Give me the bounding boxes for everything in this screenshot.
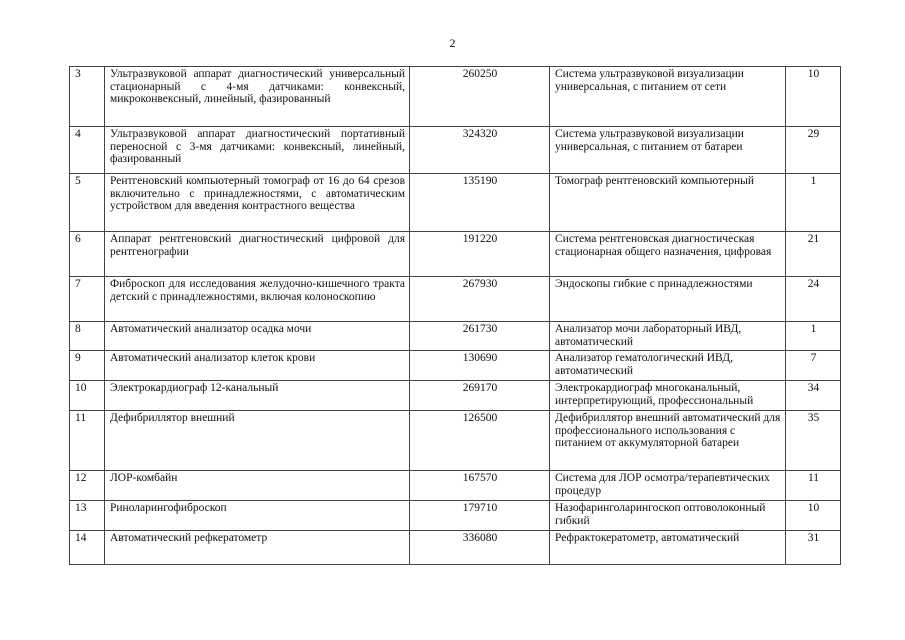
row-number: 7 (70, 277, 105, 322)
equipment-type: Дефибриллятор внешний автоматический для профессионального использования с питанием от аккумуляторной батареи (550, 411, 786, 471)
equipment-type: Томограф рентгеновский компьютерный (550, 174, 786, 232)
table-row (70, 531, 841, 565)
quantity: 29 (786, 127, 841, 174)
nomenclature-code: 135190 (410, 174, 550, 232)
row-number: 8 (70, 322, 105, 351)
table-row (70, 381, 841, 411)
quantity: 35 (786, 411, 841, 471)
row-number: 4 (70, 127, 105, 174)
table-row (70, 351, 841, 381)
nomenclature-code: 267930 (410, 277, 550, 322)
equipment-name: Электрокардиограф 12-канальный (105, 381, 410, 411)
equipment-type: Система ультразвуковой визуализации универсальная, с питанием от сети (550, 67, 786, 127)
quantity: 21 (786, 232, 841, 277)
equipment-name: Дефибриллятор внешний (105, 411, 410, 471)
row-number: 6 (70, 232, 105, 277)
row-number: 13 (70, 501, 105, 531)
nomenclature-code: 260250 (410, 67, 550, 127)
row-number: 5 (70, 174, 105, 232)
table-row (70, 174, 841, 232)
equipment-name: Автоматический рефкератометр (105, 531, 410, 565)
equipment-type: Назофаринголарингоскоп оптоволоконный гибкий (550, 501, 786, 531)
table-row (70, 67, 841, 127)
table-row (70, 277, 841, 322)
equipment-name: Аппарат рентгеновский диагностический цифровой для рентгенографии (105, 232, 410, 277)
table-row (70, 411, 841, 471)
table-row (70, 127, 841, 174)
row-number: 3 (70, 67, 105, 127)
quantity: 10 (786, 501, 841, 531)
page-number: 2 (449, 36, 456, 50)
equipment-type: Система рентгеновская диагностическая стационарная общего назначения, цифровая (550, 232, 786, 277)
equipment-name: Ультразвуковой аппарат диагностический универсальный стационарный с 4-мя датчиками: конвексный, микроконвексный, линейный, фазированный (105, 67, 410, 127)
table-row (70, 501, 841, 531)
row-number: 9 (70, 351, 105, 381)
nomenclature-code: 130690 (410, 351, 550, 381)
equipment-name: Рентгеновский компьютерный томограф от 16 до 64 срезов включительно с принадлежностями, с автоматическим устройством для введения контрастного вещества (105, 174, 410, 232)
quantity: 34 (786, 381, 841, 411)
equipment-type: Эндоскопы гибкие с принадлежностями (550, 277, 786, 322)
quantity: 31 (786, 531, 841, 565)
quantity: 7 (786, 351, 841, 381)
equipment-type: Анализатор гематологический ИВД, автоматический (550, 351, 786, 381)
equipment-name: Риноларингофиброскоп (105, 501, 410, 531)
equipment-type: Электрокардиограф многоканальный, интерпретирующий, профессиональный (550, 381, 786, 411)
equipment-name: Автоматический анализатор осадка мочи (105, 322, 410, 351)
quantity: 11 (786, 471, 841, 501)
nomenclature-code: 336080 (410, 531, 550, 565)
row-number: 14 (70, 531, 105, 565)
nomenclature-code: 179710 (410, 501, 550, 531)
row-number: 12 (70, 471, 105, 501)
equipment-name: ЛОР-комбайн (105, 471, 410, 501)
nomenclature-code: 167570 (410, 471, 550, 501)
nomenclature-code: 261730 (410, 322, 550, 351)
nomenclature-code: 324320 (410, 127, 550, 174)
equipment-type: Рефрактокератометр, автоматический (550, 531, 786, 565)
quantity: 24 (786, 277, 841, 322)
quantity: 10 (786, 67, 841, 127)
quantity: 1 (786, 322, 841, 351)
table-row (70, 471, 841, 501)
nomenclature-code: 191220 (410, 232, 550, 277)
table-row (70, 232, 841, 277)
equipment-type: Анализатор мочи лабораторный ИВД, автоматический (550, 322, 786, 351)
row-number: 10 (70, 381, 105, 411)
equipment-name: Ультразвуковой аппарат диагностический портативный переносной с 3-мя датчиками: конвексный, линейный, фазированный (105, 127, 410, 174)
equipment-type: Система для ЛОР осмотра/терапевтических процедур (550, 471, 786, 501)
equipment-name: Автоматический анализатор клеток крови (105, 351, 410, 381)
row-number: 11 (70, 411, 105, 471)
table-row (70, 322, 841, 351)
quantity: 1 (786, 174, 841, 232)
nomenclature-code: 269170 (410, 381, 550, 411)
nomenclature-code: 126500 (410, 411, 550, 471)
equipment-type: Система ультразвуковой визуализации универсальная, с питанием от батареи (550, 127, 786, 174)
equipment-table (69, 66, 841, 565)
equipment-name: Фиброскоп для исследования желудочно-кишечного тракта детский с принадлежностями, включая колоноскопию (105, 277, 410, 322)
